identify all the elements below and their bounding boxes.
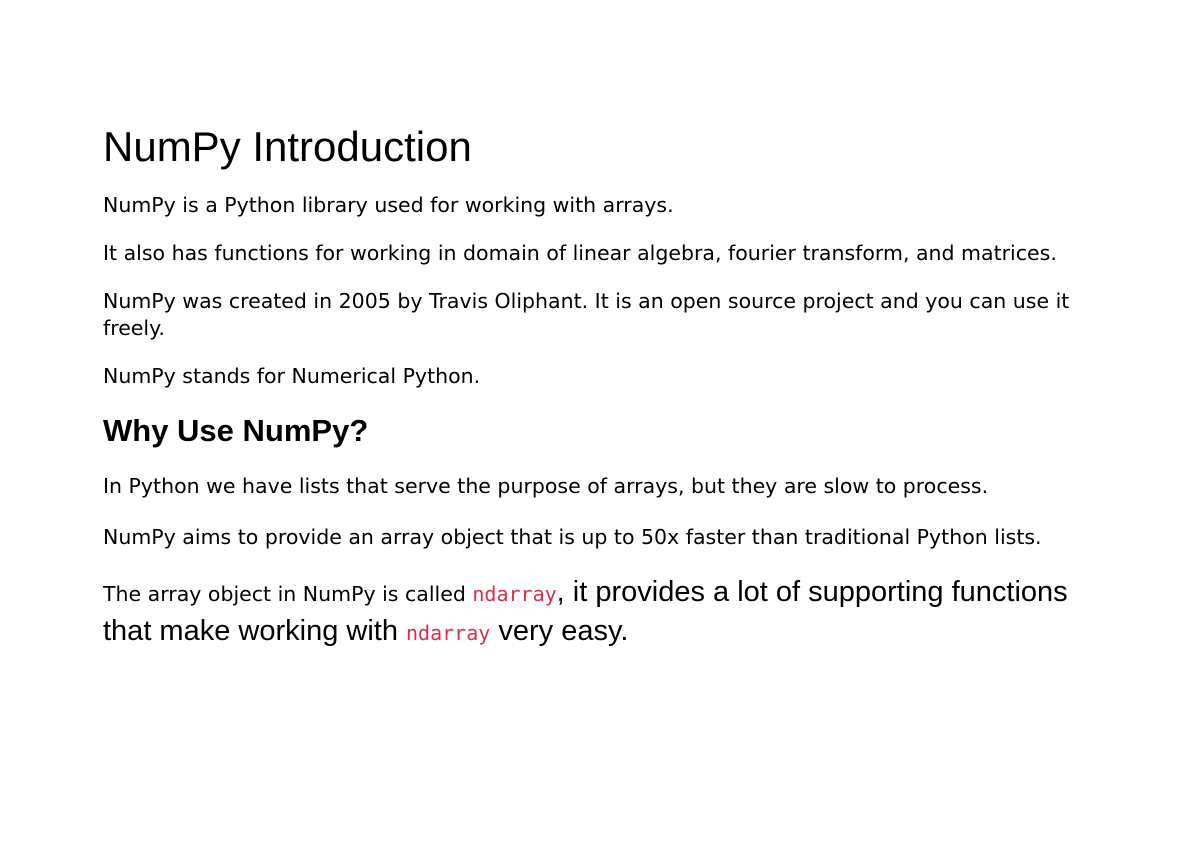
final-paragraph-text-1: The array object in NumPy is called [103, 582, 473, 606]
ndarray-code-1: ndarray [472, 582, 557, 606]
intro-paragraph-4: NumPy stands for Numerical Python. [103, 364, 481, 388]
final-paragraph [103, 575, 1103, 653]
final-paragraph-text-2: , it provides a lot of supporting functions that make working with [103, 576, 1068, 647]
section-paragraph-2: NumPy aims to provide an array object that is up to 50x faster than traditional Python lists. [103, 525, 1042, 549]
section-paragraph-1: In Python we have lists that serve the purpose of arrays, but they are slow to process. [103, 474, 989, 498]
final-paragraph-text-3: very easy. [490, 615, 629, 647]
page-title: NumPy Introduction [103, 123, 472, 170]
document-page [103, 118, 1103, 653]
intro-paragraph-2: It also has functions for working in domain of linear algebra, fourier transform, and matrices. [103, 241, 1057, 265]
ndarray-code-2: ndarray [406, 621, 491, 645]
section-heading: Why Use NumPy? [103, 413, 369, 448]
intro-paragraph-1: NumPy is a Python library used for working with arrays. [103, 193, 674, 217]
intro-paragraph-3: NumPy was created in 2005 by Travis Oliphant. It is an open source project and you can use it freely. [103, 289, 1070, 340]
